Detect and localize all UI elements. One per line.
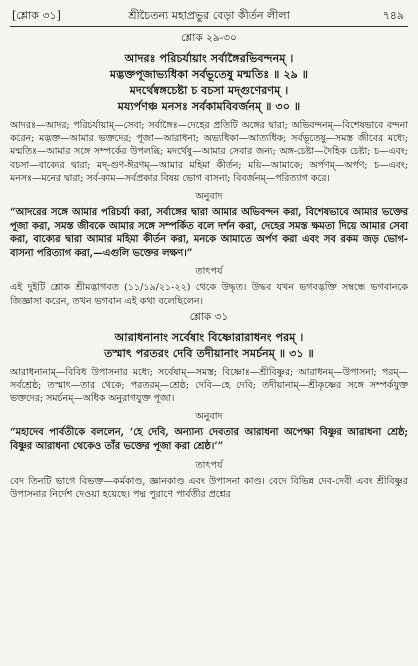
verse-line: আরাধনানাং সর্বেষাং বিষ্ণোরারাধনং পরম্ । — [114, 329, 304, 344]
verse-line: মদ্ভক্তপূজাভ্যধিকা সর্বভূতেষু মন্মতিঃ ॥ ২৯ ॥ — [109, 67, 309, 81]
translation-heading: অনুবাদ — [195, 191, 223, 203]
translation: “মহাদেব পার্বতীকে বললেন, ‘হে দেবি, অন্যান্য দেবতার আরাধনা অপেক্ষা বিষ্ণুর আরাধনা শ্রেষ্ঠ; বিষ্ণুর আরাধনা থেকেও তাঁর ভক্তের পূজা করা শ্রেষ্ঠ।’” — [10, 427, 408, 452]
translation-heading: অনুবাদ — [195, 411, 223, 423]
purport-heading: তাৎপর্য — [195, 459, 223, 471]
purport: বেদ তিনটি ভাগে বিভক্ত—কর্মকাণ্ড, জ্ঞানকাণ্ড এবং উপাসনা কাণ্ড। বেদে বিভিন্ন দেব-দেবী এবং শ্রীবিষ্ণুর উপাসনার নির্দেশ দেওয়া হয়েছে। পদ্ম পুরাণে পার্বতীর প্রশ্নের — [10, 475, 408, 500]
verse-text — [10, 329, 408, 361]
verse-line: আদরঃ পরিচর্যায়াং সর্বাঙ্গৈরভিবন্দনম্ । — [124, 51, 294, 65]
purport-heading: তাৎপর্য — [195, 266, 223, 278]
verse-heading: শ্লোক ২৯-৩০ — [181, 32, 237, 44]
section-verse-31 — [10, 310, 408, 501]
page-number: ৭৪৯ — [382, 9, 404, 22]
header-rule — [10, 26, 408, 27]
chapter-title: শ্রীচৈতন্য মহাপ্রভুর বেড়া কীর্তন লীলা — [128, 9, 290, 22]
verse-heading: শ্লোক ৩১ — [189, 310, 229, 323]
verse-reference: [শ্লোক ৩১] — [12, 9, 61, 22]
purport: এই দুইটি শ্লোক শ্রীমদ্ভাগবত (১১/১৯/২১-২২) থেকে উদ্ধৃত। উদ্ধব যখন ভগবদ্ভক্তি সম্বন্ধে ভগবানকে জিজ্ঞাসা করেন, তখন ভগবান এই কথা বলেছিলেন। — [10, 282, 408, 307]
verse-line: তস্মাৎ পরতরং দেবি তদীয়ানাং সমর্চনম্ ॥ ৩১ ॥ — [104, 345, 314, 360]
verse-line: মদর্থেষ্বঙ্গচেষ্টা চ বচসা মদ্গুণেরণম্ । — [129, 83, 289, 97]
verse-line: ময্যর্পণঞ্চ মনসঃ সর্বকামবিবর্জনম্ ॥ ৩০ ॥ — [117, 99, 301, 113]
page-header — [10, 4, 408, 26]
translation: “আদরের সঙ্গে আমার পরিচর্যা করা, সর্বাঙ্গের দ্বারা আমার অভিবন্দন করা, বিশেষভাবে আমার ভক্তের পূজা করা, সমস্ত জীবকে আমার সঙ্গে সম্পর্কিত বলে দর্শন করা, দেহের সমস্ত ক্ষমতা দিয়ে আমার সেবা করা, বাক্যের দ্বারা আমার মহিমা কীর্তন করা, মনকে আমাতে অর্পণ করা এবং সব রকম জড় ভোগ-বাসনা পরিত্যাগ করা,—এগুলি ভক্তের লক্ষণ।” — [10, 207, 408, 259]
verse-text — [10, 50, 408, 114]
section-verse-29-30 — [10, 31, 408, 308]
synonyms: আদরঃ—আদর; পরিচর্যায়াম্—সেবা; সর্বাঙ্গৈঃ—দেহের প্রতিটি অঙ্গের দ্বারা; অভিবন্দনম্—বিশেষভাবে বন্দনা করেন; মদ্ভক্ত—আমার ভক্তদের; পূজা—আরাধনা; অভ্যধিকা—আত্যধিক; সর্বভূতেষু—সমস্ত জীবের মধ্যে; মন্মতিঃ—আমার সঙ্গে সম্পর্কের উপলব্ধি; মদর্থেষু—আমার সেবার জন্য; অঙ্গ-চেষ্টা—দৈহিক চেষ্টা; চ—এবং; বচসা—বাক্যের দ্বারা; মদ্-গুণ-ঈরণম্—আমার মহিমা কীর্তন; ময়ি—আমাকে; অর্পণম্—অর্পণ; চ—এবং; মনসঃ—মনের দ্বারা; সর্ব-কাম—সর্বপ্রকার বিষয় ভোগ বাসনা; বিবর্জনম্—পরিত্যাগ করে। — [10, 120, 408, 184]
synonyms: আরাধনানাম্—বিবিধ উপাসনার মধ্যে; সর্বেষাম্—সমস্ত; বিষ্ণোঃ—শ্রীবিষ্ণুর; আরাধনম্—উপাসনা; পরম্—সর্বশ্রেষ্ঠ; তস্মাৎ—তার থেকে; পরতরম্—শ্রেষ্ঠ; দেবি—হে দেবি; তদীয়ানাম্—শ্রীকৃষ্ণের সঙ্গে সম্পর্কযুক্ত ভক্তদের; সমর্চনম্—অধিক অনুরাগযুক্ত পূজা। — [10, 366, 408, 405]
